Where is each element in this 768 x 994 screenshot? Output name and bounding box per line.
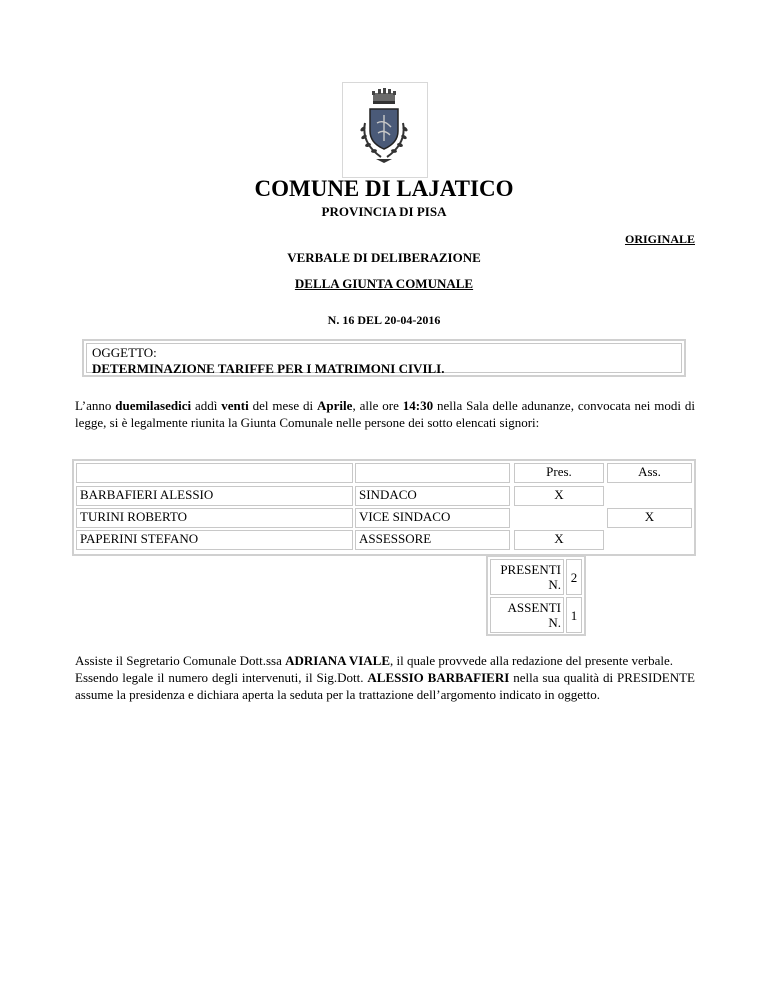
row-pres: X [514,530,604,550]
intro-text: L’anno [75,398,116,413]
presidente-paragraph [75,669,695,703]
intro-text: nella Sala delle adunanze, convocata nei modi di legge, si è legalmente riunita la Giunta Comunale nelle persone dei sotto elencati signori: [75,398,695,430]
header-cell-nome [76,463,353,483]
intro-anno: duemilasedici [115,398,192,413]
verbale-heading: VERBALE DI DELIBERAZIONE [287,250,481,265]
attendance-table [72,459,696,556]
intro-text: del mese di [248,398,318,413]
intro-text: addì [191,398,222,413]
row-carica: ASSESSORE [355,530,510,550]
assenti-value: 1 [566,597,582,633]
presidente-name: ALESSIO BARBAFIERI [367,670,510,685]
oggetto-text: DETERMINAZIONE TARIFFE PER I MATRIMONI CIVILI. [92,361,445,376]
deliberation-number: N. 16 DEL 20-04-2016 [327,313,441,327]
presenti-label-cell [490,559,564,595]
oggetto-cell [86,343,682,376]
closing-text: , il quale provvede alla redazione del presente verbale. [390,653,673,668]
row-carica: VICE SINDACO [355,508,510,528]
presenti-label: PRESENTI [500,562,561,577]
oggetto-label: OGGETTO: [92,345,157,360]
provincia-subtitle: PROVINCIA DI PISA [321,204,447,219]
intro-paragraph [75,397,695,431]
intro-ora: 14:30 [402,398,434,413]
presenti-n-label: N. [548,577,561,592]
row-nome: PAPERINI STEFANO [76,530,353,550]
intro-mese: Aprile [317,398,353,413]
segretario-name: ADRIANA VIALE [285,653,391,668]
assenti-label-cell [490,597,564,633]
segretario-paragraph [75,652,695,669]
comune-title: COMUNE DI LAJATICO [254,176,514,201]
row-nome: TURINI ROBERTO [76,508,353,528]
assenti-n-label: N. [548,615,561,630]
row-carica: SINDACO [355,486,510,506]
totals-table [486,555,586,636]
crest-icon [343,83,425,175]
giunta-heading: DELLA GIUNTA COMUNALE [294,276,474,291]
closing-text: Assiste il Segretario Comunale Dott.ssa [75,653,286,668]
oggetto-box [82,339,686,377]
coat-of-arms [342,82,428,178]
row-ass: X [607,508,692,528]
intro-text: , alle ore [352,398,403,413]
closing-text: Essendo legale il numero degli intervenuti, il Sig.Dott. [75,670,368,685]
presenti-value: 2 [566,559,582,595]
header-cell-ass: Ass. [607,463,692,483]
closing-section [75,652,695,703]
header-cell-pres: Pres. [514,463,604,483]
closing-text: nella sua qualità di PRESIDENTE assume la presidenza e dichiara aperta la seduta per la trattazione dell’argomento indicato in oggetto. [75,670,695,702]
row-pres: X [514,486,604,506]
originale-label: ORIGINALE [624,232,695,246]
assenti-label: ASSENTI [507,600,561,615]
row-nome: BARBAFIERI ALESSIO [76,486,353,506]
header-cell-carica [355,463,510,483]
intro-giorno: venti [221,398,249,413]
